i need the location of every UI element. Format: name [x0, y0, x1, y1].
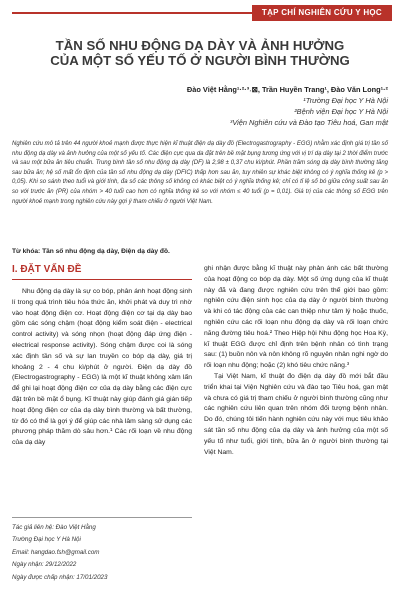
- affiliation-1: ¹Trường Đại học Y Hà Nội: [303, 96, 388, 105]
- body-paragraph: ghi nhận được bằng kĩ thuật này phản ánh các bất thường của hoạt động co bóp dạ dày. Một số ứng dụng của kĩ thuật này đã và đang được nghiên cứu trên thế giới bao gồm: nghiên cứu điện sinh học của dạ dày ở người bình thường và khi có tác động của các can thiệp như tâm lý hoặc thuốc, nghiên cứu các rối loạn nhu động dạ dày và rối loạn chức năng đường tiêu hoá.² Theo Hiệp hội Nhu động học Hoa Kỳ, kĩ thuật EGG được chỉ định trên bệnh nhân có tình trạng sau: (1) buồn nôn và nôn không rõ nguyên nhân nghi ngờ do rối loạn nhu động; hoặc (2) khó tiêu chức năng.³: [204, 265, 388, 370]
- accepted-date: Ngày được chấp nhận: 17/01/2023: [12, 573, 108, 581]
- body-paragraph: Nhu động dạ dày là sự co bóp, phân ánh hoạt động sinh lí trong quá trình tiêu hóa thức ăn, khởi phát và duy trì nhờ vào hoạt động điện cơ. Hoạt động điện cơ tại dạ dày bao gồm các sóng chậm (hoạt động kiểm soát điện - electrical control activity) và sóng nhọn (hoạt động đáp ứng điện - electrical response activity). Sóng chậm được coi là sóng xác định tần số và sự lan truyền co bóp dạ dày, giá trị khoảng 2 - 4 chu kì/phút ở người. Điện dạ dày đồ (Electrogastrography - EGG) là một kĩ thuật không xâm lấn để ghi lại hoạt động điện cơ của dạ dày bằng các điện cực đặt trên bề mặt ổ bụng. Kĩ thuật này giúp đánh giá gián tiếp hoạt động điện cơ của dạ dày bình thường và bất thường, từ đó có thể là gợi ý để giúp các nhà lâm sàng sử dụng các phương pháp thăm dò sâu hơn.¹ Các rối loạn về nhu động của dạ dày: [12, 288, 192, 447]
- author-email: Email: hangdao.fsh@gmail.com: [12, 548, 100, 556]
- author-block: [28, 84, 388, 128]
- author-institution: Trường Đại học Y Hà Nội: [12, 536, 81, 544]
- affiliation-2: ²Bệnh viện Đại học Y Hà Nội: [294, 107, 388, 116]
- body-column-left: [12, 287, 192, 449]
- section-heading: I. ĐẶT VẤN ĐỀ: [12, 264, 82, 275]
- footnote-rule: [12, 517, 192, 518]
- affiliation-3: ³Viện Nghiên cứu và Đào tạo Tiêu hoá, Gan mật: [229, 118, 388, 127]
- abstract: Nghiên cứu mô tả trên 44 người khoẻ mạnh được thực hiện kĩ thuật điện dạ dày đồ (Electrogastrography - EGG) nhằm xác định giá trị tần số nhu động dạ dày và ảnh hưởng của một số yếu tố. Các điện cực qua da đặt trên bề mặt bụng tương ứng với vị trí dạ dày tại 2 thời điểm trước và sau một bữa ăn tiêu chuẩn. Trung bình tần số nhu động dạ dày (DF) là 2,98 ± 0,37 chu kì/phút. Phần trăm sóng dạ dày bình thường tăng sau bữa ăn; hệ số mất ổn định của tần số nhu động dạ dày (DFIC) thấp hơn sau ăn, tuy nhiên sự khác biệt không có ý nghĩa thống kê (p > 0,05). Khi so sánh theo tuổi và giới tính, đa số các thông số không có khác biệt có ý nghĩa thống kê; chỉ có tỉ lệ số bó giữa công suất sau ăn so với trước ăn (PR) của nhóm > 40 tuổi cao hơn có nghĩa thống kê so với nhóm ≤ 40 tuổi (p = 0,01). Giá trị của các thông số EGG trên người khoẻ mạnh trong nghiên cứu này gợi ý tham chiếu ở người Việt Nam.: [12, 141, 388, 205]
- corresponding-author: Tác giả liên hệ: Đào Việt Hằng: [12, 524, 96, 531]
- title-line-2: CỦA MỘT SỐ YẾU TỐ Ở NGƯỜI BÌNH THƯỜNG: [50, 53, 350, 68]
- received-date: Ngày nhận: 29/12/2022: [12, 561, 77, 569]
- journal-header: [0, 0, 400, 22]
- article-title: [20, 38, 380, 68]
- correspondence-footnote: [12, 522, 192, 584]
- body-paragraph: Tại Việt Nam, kĩ thuật đo điện dạ dày đồ mới bắt đầu triển khai tại Viện Nghiên cứu và đào tạo Tiêu hoá, gan mật và chưa có giá trị tham chiếu ở người bình thường cũng như các nghiên cứu liên quan trên nhóm đối tượng bệnh nhân. Do đó, chúng tôi tiến hành nghiên cứu này với mục tiêu khảo sát tần số nhu động của dạ dày và ảnh hưởng của một số yếu tố như tuổi, giới tính, bữa ăn ở người bình thường tại Việt Nam.: [204, 372, 388, 456]
- body-column-right: [204, 264, 388, 458]
- section-rule: [12, 279, 192, 280]
- author-names: Đào Việt Hằng¹·²·³˒⊠, Trần Huyền Trang¹, Đào Văn Long¹·²: [186, 85, 388, 94]
- keywords: [12, 248, 388, 255]
- keywords-label: Từ khóa:: [12, 248, 41, 255]
- keywords-text: Tần số nhu động dạ dày, Điện dạ dày đồ.: [42, 248, 170, 255]
- title-line-1: TẦN SỐ NHU ĐỘNG DẠ DÀY VÀ ẢNH HƯỞNG: [55, 38, 345, 53]
- journal-name: TẠP CHÍ NGHIÊN CỨU Y HỌC: [252, 5, 392, 21]
